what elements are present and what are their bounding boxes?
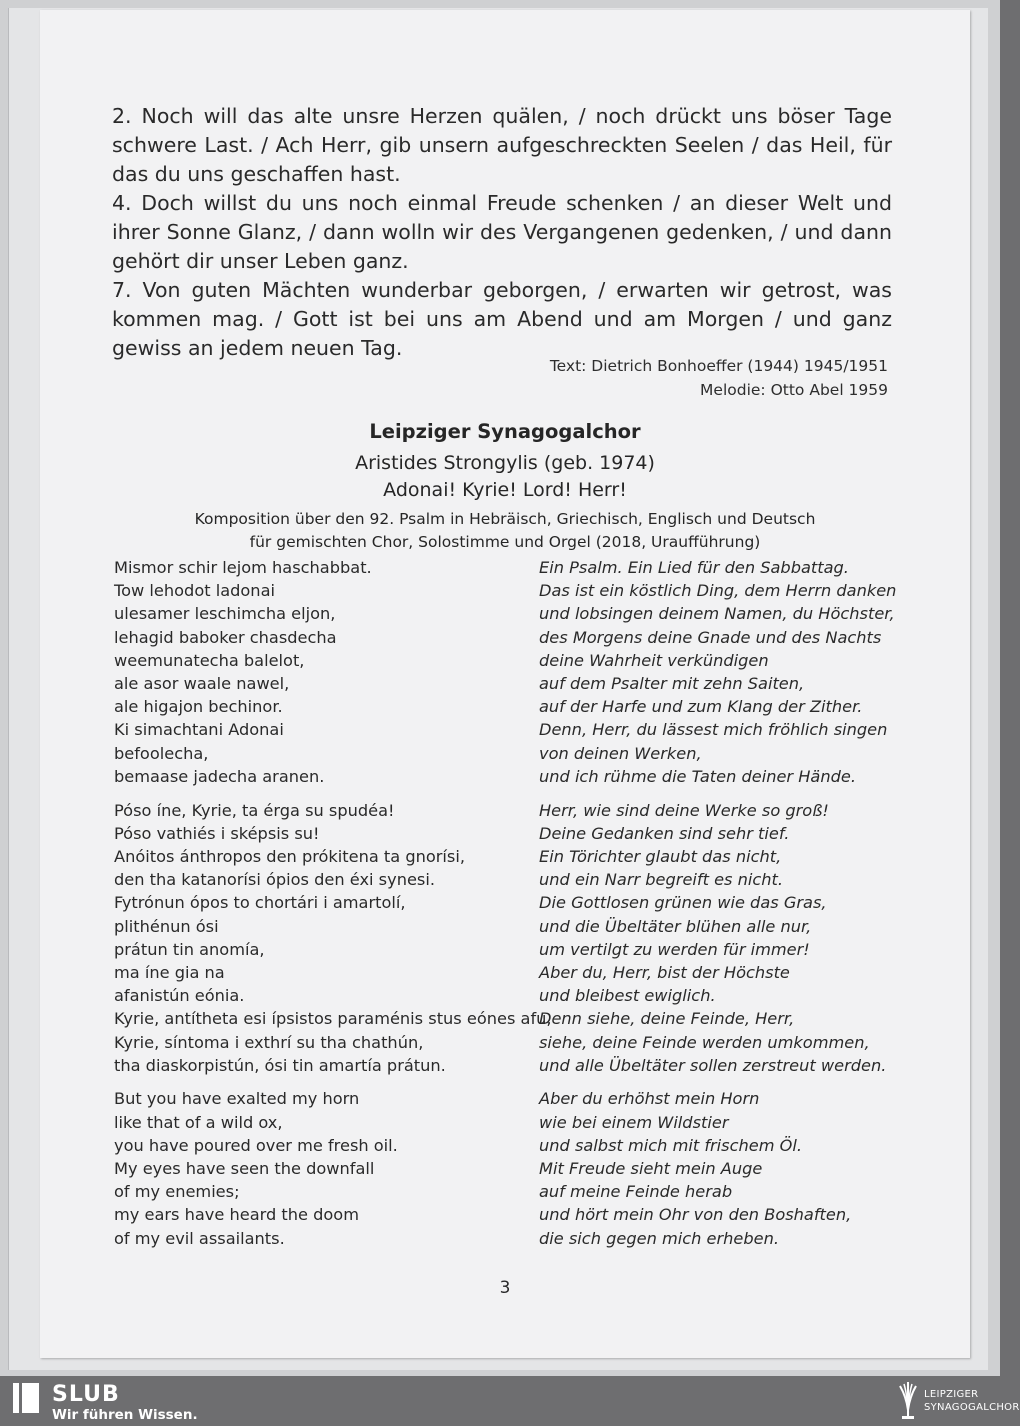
lyric-line: Kyrie, antítheta esi ípsistos paraménis stus eónes afu, bbox=[114, 1009, 552, 1029]
lyric-line: ale higajon bechinor. bbox=[114, 697, 283, 717]
lyric-line: und ein Narr begreift es nicht. bbox=[539, 870, 784, 890]
lyric-line: auf meine Feinde herab bbox=[539, 1182, 733, 1202]
composer-heading: Aristides Strongylis (geb. 1974) bbox=[355, 452, 655, 474]
lyric-line: Ein Törichter glaubt das nicht, bbox=[539, 846, 782, 866]
choir-logo-line-1: LEIPZIGER bbox=[924, 1389, 979, 1400]
library-name: SLUB bbox=[52, 1382, 120, 1407]
choir-logo-icon bbox=[896, 1380, 920, 1422]
lyric-line: Deine Gedanken sind sehr tief. bbox=[539, 823, 790, 843]
lyrics-original-column bbox=[114, 556, 552, 1260]
lyric-stanza bbox=[114, 799, 552, 1077]
lyric-stanza bbox=[539, 1087, 896, 1249]
hymn-verse-4: 4. Doch willst du uns noch einmal Freude schenken / an dieser Welt und ihrer Sonne Glanz, / dann wolln wir des Vergangenen gedenken, / und dann gehört dir unser Leben ganz. bbox=[112, 191, 892, 273]
lyric-line: plithénun ósi bbox=[114, 916, 219, 936]
slub-logo-icon bbox=[13, 1383, 39, 1413]
lyric-line: Denn siehe, deine Feinde, Herr, bbox=[539, 1009, 795, 1029]
lyrics-german-column bbox=[539, 556, 896, 1260]
lyric-line: Aber du erhöhst mein Horn bbox=[539, 1089, 760, 1109]
lyric-line: befoolecha, bbox=[114, 743, 209, 763]
lyric-line: Herr, wie sind deine Werke so groß! bbox=[539, 800, 829, 820]
lyric-line: Mismor schir lejom haschabbat. bbox=[114, 558, 372, 577]
choir-logo-line-2: SYNAGOGALCHOR bbox=[924, 1402, 1020, 1413]
hymn-credits bbox=[550, 354, 888, 402]
lyric-line: Aber du, Herr, bist der Höchste bbox=[539, 962, 790, 982]
lyric-line: Póso íne, Kyrie, ta érga su spudéa! bbox=[114, 800, 395, 820]
lyric-line: Anóitos ánthropos den prókitena ta gnorísi, bbox=[114, 846, 466, 866]
lyric-line: But you have exalted my horn bbox=[114, 1089, 360, 1109]
page-number: 3 bbox=[499, 1278, 511, 1298]
lyric-line: auf dem Psalter mit zehn Saiten, bbox=[539, 674, 805, 694]
library-tagline: Wir führen Wissen. bbox=[52, 1407, 198, 1423]
lyric-line: und die Übeltäter blühen alle nur, bbox=[539, 916, 812, 936]
lyric-line: und hört mein Ohr von den Boshaften, bbox=[539, 1205, 852, 1225]
lyric-line: wie bei einem Wildstier bbox=[539, 1112, 729, 1132]
lyric-line: tha diaskorpistún, ósi tin amartía prátun. bbox=[114, 1055, 446, 1075]
lyric-line: und bleibest ewiglich. bbox=[539, 986, 716, 1006]
lyric-line: deine Wahrheit verkündigen bbox=[539, 650, 769, 670]
lyric-line: My eyes have seen the downfall bbox=[114, 1159, 375, 1179]
lyric-line: von deinen Werken, bbox=[539, 743, 702, 763]
lyric-line: Póso vathiés i sképsis su! bbox=[114, 823, 320, 843]
lyric-line: prátun tin anomía, bbox=[114, 939, 265, 959]
lyric-line: Kyrie, síntoma i exthrí su tha chathún, bbox=[114, 1032, 424, 1052]
lyric-line: siehe, deine Feinde werden umkommen, bbox=[539, 1032, 870, 1052]
lyric-line: lehagid baboker chasdecha bbox=[114, 627, 337, 647]
footer-bar bbox=[0, 1376, 1020, 1426]
lyric-line: ale asor waale nawel, bbox=[114, 674, 290, 694]
work-description bbox=[40, 508, 970, 554]
lyric-line: ulesamer leschimcha eljon, bbox=[114, 604, 336, 624]
lyric-stanza bbox=[114, 1087, 552, 1249]
lyric-line: und alle Übeltäter sollen zerstreut werden. bbox=[539, 1055, 887, 1075]
hymn-verse-7: 7. Von guten Mächten wunderbar geborgen, / erwarten wir getrost, was kommen mag. / Gott ist bei uns am Abend und am Morgen / und ganz gewiss an jedem neuen Tag. bbox=[112, 278, 892, 360]
choir-heading: Leipziger Synagogalchor bbox=[369, 420, 641, 443]
lyric-line: Denn, Herr, du lässest mich fröhlich singen bbox=[539, 720, 888, 740]
lyric-stanza bbox=[114, 556, 552, 788]
lyric-line: Mit Freude sieht mein Auge bbox=[539, 1159, 763, 1179]
lyric-line: auf der Harfe und zum Klang der Zither. bbox=[539, 697, 863, 717]
lyric-line: Das ist ein köstlich Ding, dem Herrn danken bbox=[539, 581, 897, 601]
lyric-line: Tow lehodot ladonai bbox=[114, 581, 275, 601]
lyric-line: you have poured over me fresh oil. bbox=[114, 1135, 398, 1155]
lyric-line: of my evil assailants. bbox=[114, 1228, 285, 1248]
lyric-stanza bbox=[539, 556, 896, 788]
lyric-line: my ears have heard the doom bbox=[114, 1205, 359, 1225]
lyric-line: afanistún eónia. bbox=[114, 986, 245, 1006]
document-page bbox=[40, 10, 970, 1358]
lyric-line: des Morgens deine Gnade und des Nachts bbox=[539, 627, 882, 647]
hymn-verse-2: 2. Noch will das alte unsre Herzen quälen, / noch drückt uns böser Tage schwere Last. / Ach Herr, gib unsern aufgeschreckten Seelen / das Heil, für das du uns geschaffen hast. bbox=[112, 104, 892, 186]
lyric-line: und ich rühme die Taten deiner Hände. bbox=[539, 766, 856, 786]
lyric-line: bemaase jadecha aranen. bbox=[114, 766, 325, 786]
lyric-line: um vertilgt zu werden für immer! bbox=[539, 939, 810, 959]
lyric-line: Ki simachtani Adonai bbox=[114, 720, 284, 740]
lyric-stanza bbox=[539, 799, 896, 1077]
hymn-verses bbox=[112, 102, 892, 363]
work-description-line-1: Komposition über den 92. Psalm in Hebräisch, Griechisch, Englisch und Deutsch bbox=[194, 510, 816, 528]
lyric-line: like that of a wild ox, bbox=[114, 1112, 283, 1132]
work-description-line-2: für gemischten Chor, Solostimme und Orgel (2018, Uraufführung) bbox=[249, 533, 761, 551]
lyric-line: weemunatecha balelot, bbox=[114, 650, 305, 670]
lyric-line: die sich gegen mich erheben. bbox=[539, 1228, 780, 1248]
lyric-line: und salbst mich mit frischem Öl. bbox=[539, 1135, 803, 1155]
lyric-line: Ein Psalm. Ein Lied für den Sabbattag. bbox=[539, 558, 849, 577]
lyric-line: of my enemies; bbox=[114, 1182, 240, 1202]
lyric-line: und lobsingen deinem Namen, du Höchster, bbox=[539, 604, 895, 624]
work-title: Adonai! Kyrie! Lord! Herr! bbox=[383, 479, 627, 501]
lyric-line: ma íne gia na bbox=[114, 962, 225, 982]
melody-credit: Melodie: Otto Abel 1959 bbox=[700, 381, 888, 399]
lyric-line: Fytrónun ópos to chortári i amartolí, bbox=[114, 893, 406, 913]
lyric-line: Die Gottlosen grünen wie das Gras, bbox=[539, 893, 827, 913]
text-credit: Text: Dietrich Bonhoeffer (1944) 1945/1951 bbox=[549, 357, 888, 375]
lyric-line: den tha katanorísi ópios den éxi synesi. bbox=[114, 870, 435, 890]
